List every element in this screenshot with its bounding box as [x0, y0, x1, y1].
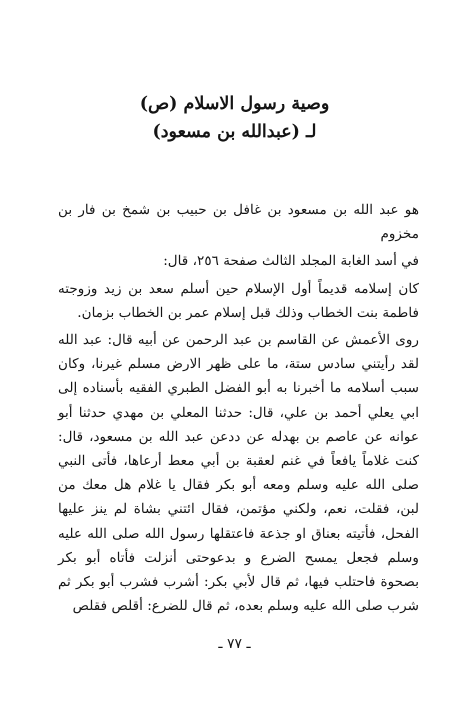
page-number: ـ ٧٧ ـ: [218, 636, 251, 652]
paragraph-narration: روى الأعمش عن القاسم بن عبد الرحمن عن أبيه قال: عبد الله لقد رأيتني سادس ستة، ما على ظهر الارض مسلم غيرنا، وكان سبب أسلامه ما أخبرنا به أبو الفضل الطبري الفقيه بأسناده إلى ابي يعلي أحمد بن علي، قال: حدثنا المعلي بن مهدي حدثنا أبو عوانه عن عاصم بن بهدله عن ددعن عبد الله بن مسعود، قال: كنت غلاماً يافعاً في غنم لعقبة بن أبي معط أرعاها، فأتى النبي صلى الله عليه وسلم ومعه أبو بكر فقال يا غلام هل معك من لبن، فقلت، نعم، ولكني مؤتمن، فقال ائتني بشاة لم ينز عليها الفحل، فأتيته بعناق او جذعة فاعتقلها رسول الله صلى الله عليه وسلم فجعل يمسح الضرع و بدعوحتى أنزلت فأتاه أبو بكر بصحوة فاحتلب فيها، ثم قال لأبي بكر: أشرب فشرب أبو بكر ثم شرب صلى الله عليه وسلم بعده، ثم قال للضرع: أقلص فقلص: [58, 332, 419, 615]
paragraph-lineage: هو عبد الله بن مسعود بن غافل بن حبيب بن شمخ بن فار بن مخزوم: [58, 202, 419, 243]
paragraph-source: في أسد الغابة المجلد الثالث صفحة ٢٥٦، قال:: [163, 253, 419, 270]
body-text: [58, 198, 419, 618]
paragraph-conversion: كان إسلامه قديماً أول الإسلام حين أسلم سعد بن زيد وزوجته فاطمة بنت الخطاب وذلك قبل إسلام عمر بن الخطاب بزمان.: [58, 280, 419, 321]
chapter-title: وصية رسول الاسلام (ص): [139, 94, 330, 114]
chapter-subtitle: لـ (عبدالله بن مسعود): [152, 122, 317, 142]
